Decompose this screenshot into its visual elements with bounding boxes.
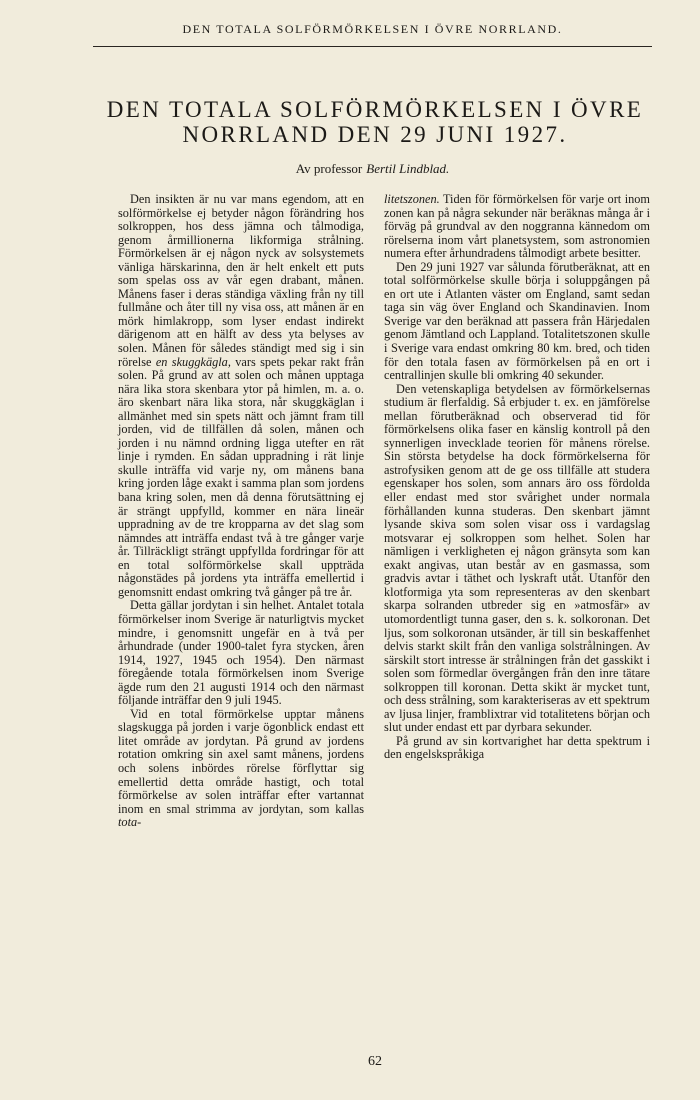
paragraph-1 <box>118 193 364 599</box>
paragraph-3 <box>118 708 364 830</box>
page-number: 62 <box>368 1054 382 1069</box>
left-column <box>118 193 364 830</box>
title-line-1: DEN TOTALA SOLFÖRMÖRKELSEN I ÖVRE <box>106 97 644 122</box>
paragraph-3-continued <box>384 193 650 261</box>
paragraph-3-continued-text: Tiden för förmörkelsen för varje ort inom zonen kan på några sekunder när beräknas många år i förväg på grundval av den noggranna kännedom om rörelserna inom vårt planetsystem, som astronomien numera efter århundradens tålmodigt arbete besitter. <box>384 192 650 261</box>
byline-author: Bertil Lindblad. <box>366 161 450 176</box>
paragraph-5: Den vetenskapliga betydelsen av förmörkelsernas studium är flerfaldig. Så erbjuder t. ex. en jämförelse mellan förutberäknad och observerad tid för förmörkelsens olika faser en känslig kontroll på den synnerligen invecklade teorien för månens rörelse. Sin största betydelse ha dock förmörkelserna för astrofysiken genom att de ge oss tillfälle att studera egenskaper hos solen, som annars äro oss fördolda eller endast med stor svårighet under normala förhållanden kunna studeras. Den skenbart jämnt lysande skiva som solen visar oss i vardagslag motsvarar ej solkroppen som helhet. Solen har nämligen i verkligheten ej någon gränsyta som kan exakt angivas, utan består av en gasmassa, som gradvis avtar i täthet och lyskraft utåt. Utanför den klotformiga yta som representeras av den skenbart skarpa solranden utbreder sig en »atmosfär» av utomordentligt tunna gaser, den s. k. solkoronan. Det ljus, som solkoronan utsänder, är till sin beskaffenhet delvis starkt skilt från den vanliga solstrålningen. Av särskilt stort intresse är strålningen från det gasskikt i solen som förmedlar övergången från den inre tätare solkroppen till koronan. Detta skikt är mycket tunt, och dess strålning, som karakteriseras av ett spektrum av ljusa linjer, framblixtrar vid totalitetens början och slut under endast ett par dyrbara sekunder. <box>384 381 650 735</box>
article-title <box>80 97 670 147</box>
paragraph-2: Detta gällar jordytan i sin helhet. Antalet totala förmörkelser inom Sverige är naturligtvis mycket mindre, i genomsnitt ungefär en à två per århundrade (under 1900-talet fyra stycken, åren 1914, 1927, 1945 och 1954). Den närmast föregående totala förmörkelsen inom Sverige ägde rum den 21 augusti 1914 och den närmast följande inträffar den 9 juli 1945. <box>118 598 364 708</box>
paragraph-1-emphasis: en skuggkägla, <box>155 354 231 369</box>
paragraph-6: På grund av sin kortvarighet har detta spektrum i den engelskspråkiga <box>384 733 650 762</box>
right-column <box>384 193 650 762</box>
paragraph-3-emphasis: tota- <box>118 815 142 830</box>
title-line-2: NORRLAND DEN 29 JUNI 1927. <box>182 122 568 147</box>
paragraph-3-continued-emphasis: litetszonen. <box>384 192 440 206</box>
byline-prefix: Av professor <box>295 161 363 176</box>
paragraph-1-text-b: vars spets pekar rakt från solen. På grund av att solen och månen upptaga nära lika stora skenbara ytor på himlen, m. a. o. äro skenbart nära lika stora, når skuggkäglan i allmänhet med sin spets nätt och jämnt fram till jorden, vid de tillfällen då solen, månen och jorden i nu nämnd ordning ligga utefter en rät linje i rymden. En sådan uppradning i rät linje skulle inträffa vid varje ny, om månens bana kring jorden låge exakt i samma plan som jordens bana kring solen, men då denna förutsättning ej är strängt uppfylld, kommer en nära lineär uppradning av de tre kropparna av det slag som nämndes att inträffa endast två à tre gånger varje år. Tillräckligt strängt uppfyllda fordringar för att en total solförmörkelse skall uppträda någonstädes på jordens yta inträffa emellertid i genomsnitt endast omkring två gånger på tre år. <box>118 354 365 599</box>
paragraph-3-text: Vid en total förmörkelse upptar månens slagskugga på jorden i varje ögonblick endast ett litet område av jordytan. På grund av jordens rotation omkring sin axel samt månens, jordens och solens inbördes rörelse förflyttar sig emellertid detta område hastigt, och total förmörkelse av solen inträffar efter vartannat inom en smal strimma av jordytan, som kallas <box>118 706 364 816</box>
header-rule <box>93 46 652 47</box>
byline <box>95 161 650 177</box>
paragraph-4: Den 29 juni 1927 var sålunda förutberäknat, att en total solförmörkelse skulle börja i soluppgången på en ort ute i Atlanten väster om England, samt sedan taga sin väg över England och Skandinavien. Inom Sverige var den beräknad att passera från Härjedalen genom Jämtland och Lappland. Totalitetszonen skulle i Sverige vara endast omkring 80 km. bred, och tiden för den totala fasen av förmörkelsen på en ort i centrallinjen skulle bli omkring 40 sekunder. <box>384 259 650 383</box>
paragraph-1-text-a: Den insikten är nu var mans egendom, att en solförmörkelse ej betyder någon förändring hos solkroppen, hos dess jämna och tålmodiga, genom årmillionerna likformiga strålning. Förmörkelsen är ej någon nyck av solsystemets vänliga härskarinna, den är helt enkelt ett puts som spelas oss av vår egen drabant, månen. Månens faser i deras ständiga växling från ny till fullmåne och åter till ny visa oss, att månen är en mörk himlakropp, som lyser endast indirekt därigenom att en hälft av dess yta belyses av solen. Månen för således ständigt med sig i sin rörelse <box>118 192 364 369</box>
running-head: DEN TOTALA SOLFÖRMÖRKELSEN I ÖVRE NORRLAND. <box>182 22 563 36</box>
